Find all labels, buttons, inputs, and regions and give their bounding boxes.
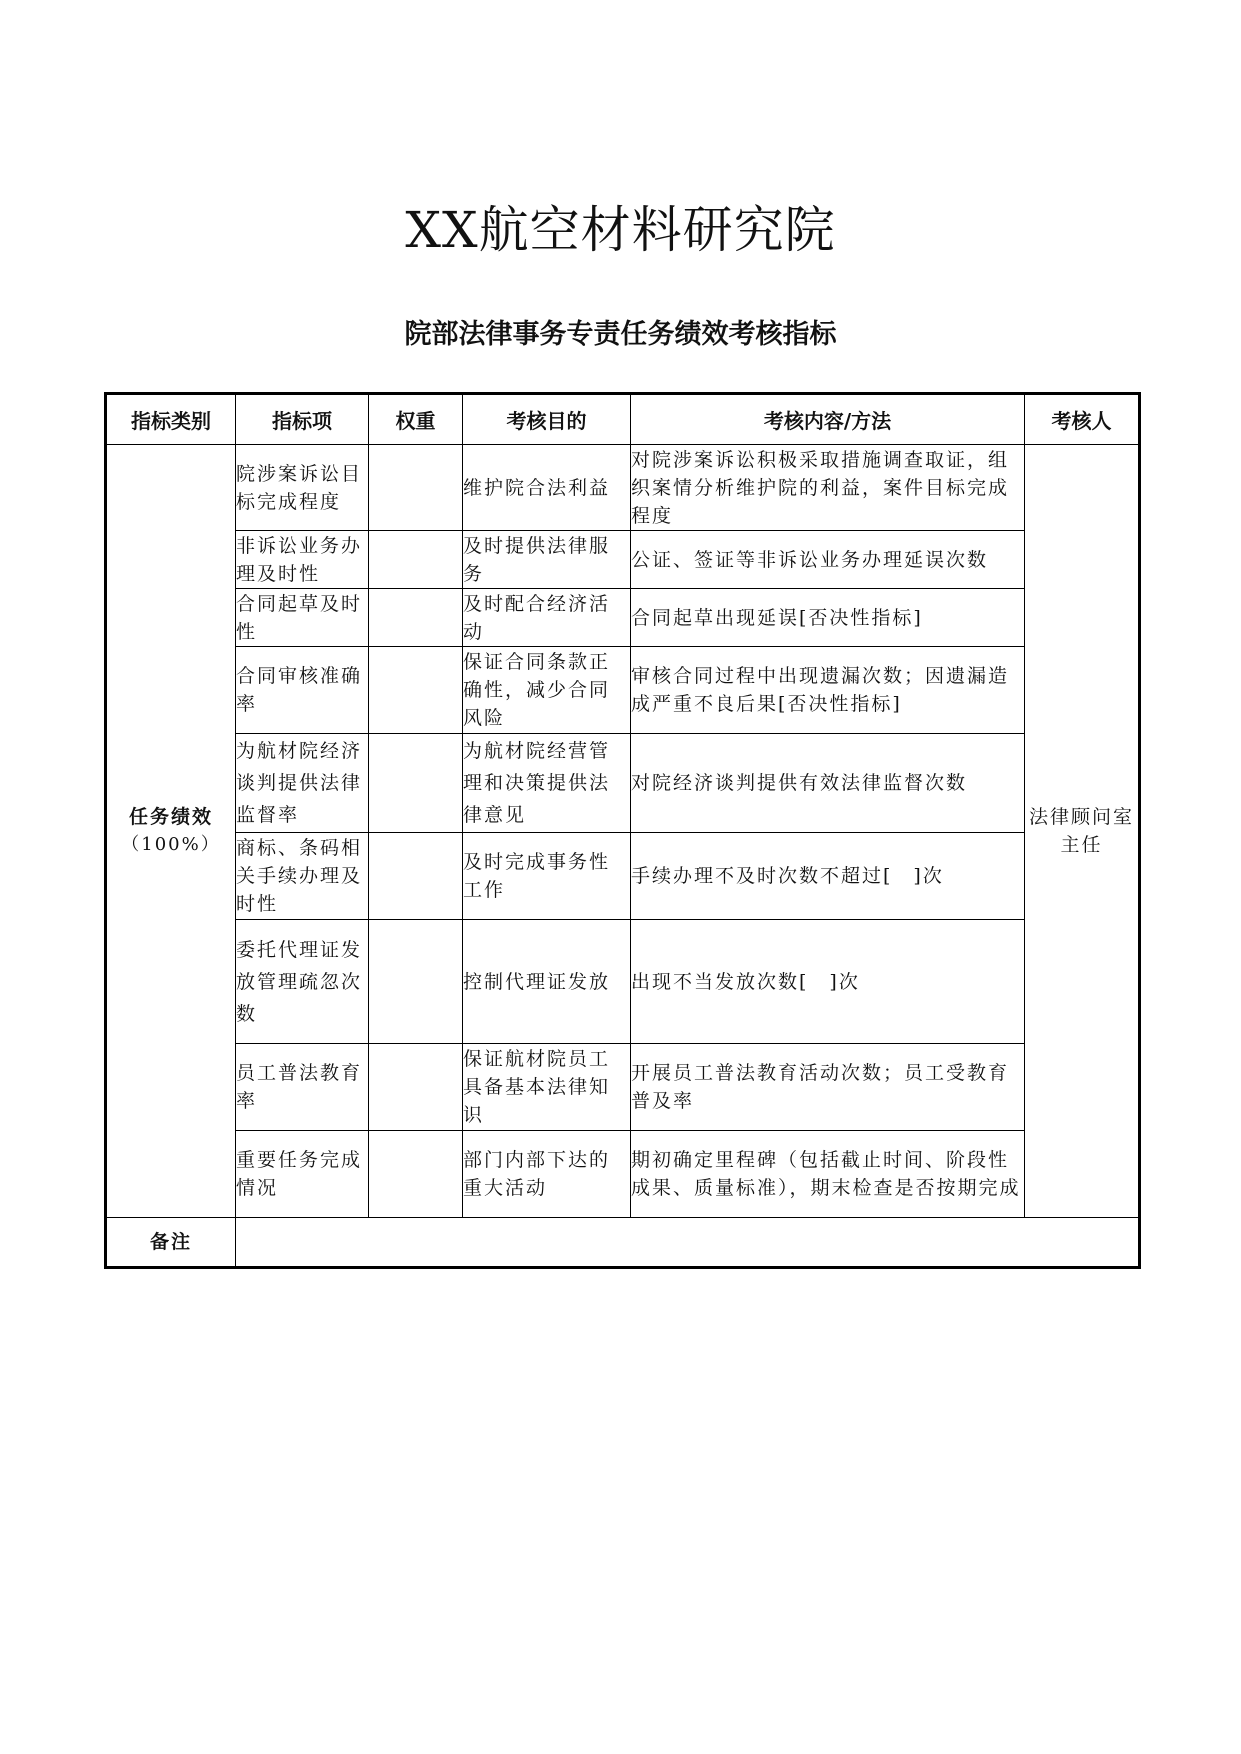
header-row: [106, 394, 1140, 445]
table-row: [106, 833, 1140, 920]
method-cell: 开展员工普法教育活动次数；员工受教育普及率: [631, 1044, 1025, 1131]
category-cell: [106, 445, 236, 1218]
remarks-label: 备注: [106, 1218, 236, 1268]
method-cell: 公证、签证等非诉讼业务办理延误次数: [631, 531, 1025, 589]
purpose-cell: 控制代理证发放: [463, 920, 631, 1044]
purpose-cell: 及时提供法律服务: [463, 531, 631, 589]
purpose-cell: 及时配合经济活动: [463, 589, 631, 647]
weight-cell: [369, 734, 463, 833]
weight-cell: [369, 589, 463, 647]
weight-cell: [369, 531, 463, 589]
weight-cell: [369, 833, 463, 920]
table-row: [106, 531, 1140, 589]
table-row: [106, 734, 1140, 833]
remarks-value: [236, 1218, 1140, 1268]
method-cell: 出现不当发放次数[ ]次: [631, 920, 1025, 1044]
table-row: [106, 445, 1140, 531]
header-item: 指标项: [236, 394, 369, 445]
purpose-cell: 维护院合法利益: [463, 445, 631, 531]
table-row: [106, 920, 1140, 1044]
method-cell: 期初确定里程碑（包括截止时间、阶段性成果、质量标准），期末检查是否按期完成: [631, 1131, 1025, 1218]
table-row: [106, 647, 1140, 734]
item-cell: 院涉案诉讼目标完成程度: [236, 445, 369, 531]
weight-cell: [369, 647, 463, 734]
purpose-cell: 部门内部下达的重大活动: [463, 1131, 631, 1218]
doc-title: 院部法律事务专责任务绩效考核指标: [404, 319, 837, 350]
item-cell: 商标、条码相关手续办理及时性: [236, 833, 369, 920]
item-cell: 重要任务完成情况: [236, 1131, 369, 1218]
org-title: XX航空材料研究院: [405, 201, 836, 259]
purpose-cell: 保证航材院员工具备基本法律知识: [463, 1044, 631, 1131]
table-row: [106, 1044, 1140, 1131]
table-row: [106, 1131, 1140, 1218]
item-cell: 委托代理证发放管理疏忽次数: [236, 920, 369, 1044]
weight-cell: [369, 445, 463, 531]
assessor-cell: 法律顾问室主任: [1025, 445, 1140, 1218]
header-assessor: 考核人: [1025, 394, 1140, 445]
kpi-table: [104, 392, 1141, 1269]
weight-cell: [369, 1044, 463, 1131]
item-cell: 非诉讼业务办理及时性: [236, 531, 369, 589]
method-cell: 对院经济谈判提供有效法律监督次数: [631, 734, 1025, 833]
method-cell: 合同起草出现延误[否决性指标]: [631, 589, 1025, 647]
item-cell: 合同审核准确率: [236, 647, 369, 734]
category-name: 任务绩效: [128, 806, 213, 828]
weight-cell: [369, 1131, 463, 1218]
header-purpose: 考核目的: [463, 394, 631, 445]
header-method: 考核内容/方法: [631, 394, 1025, 445]
header-weight: 权重: [369, 394, 463, 445]
category-percent: （100%）: [121, 834, 221, 855]
purpose-cell: 及时完成事务性工作: [463, 833, 631, 920]
item-cell: 员工普法教育率: [236, 1044, 369, 1131]
method-cell: 对院涉案诉讼积极采取措施调查取证，组织案情分析维护院的利益，案件目标完成程度: [631, 445, 1025, 531]
weight-cell: [369, 920, 463, 1044]
remarks-row: [106, 1218, 1140, 1268]
purpose-cell: 为航材院经营管理和决策提供法律意见: [463, 734, 631, 833]
item-cell: 合同起草及时性: [236, 589, 369, 647]
item-cell: 为航材院经济谈判提供法律监督率: [236, 734, 369, 833]
method-cell: 手续办理不及时次数不超过[ ]次: [631, 833, 1025, 920]
method-cell: 审核合同过程中出现遗漏次数；因遗漏造成严重不良后果[否决性指标]: [631, 647, 1025, 734]
table-row: [106, 589, 1140, 647]
purpose-cell: 保证合同条款正确性，减少合同风险: [463, 647, 631, 734]
header-category: 指标类别: [106, 394, 236, 445]
